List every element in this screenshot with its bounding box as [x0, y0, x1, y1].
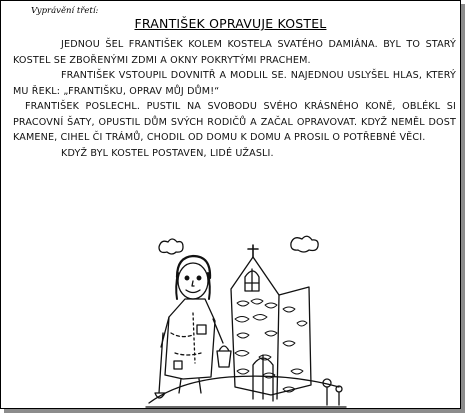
illustration-drawing: [141, 233, 351, 409]
story-paragraph-2: FRANTIŠEK VSTOUPIL DOVNITŘ A MODLIL SE. NAJEDNOU USLYŠEL HLAS, KTERÝ MU ŘEKL: „FRANTIŠKU, OPRAV MŮJ DŮM!“: [13, 70, 456, 97]
person-robe: [165, 299, 215, 379]
story-paragraph-4: KDYŽ BYL KOSTEL POSTAVEN, LIDÉ UŽASLI.: [61, 147, 274, 159]
cloud-right-icon: [291, 236, 318, 252]
story-paragraph-3: FRANTIŠEK POSLECHL. PUSTIL NA SVOBODU SVÉHO KRÁSNÉHO KONĚ, OBLÉKL SI PRACOVNÍ ŠATY, OPUSTIL DŮM SVÝCH RODIČŮ A ZAČAL OPRAVOVAT. KDYŽ NEMĚL DOST KAMENE, CIHEL ČI TRÁMŮ, CHODIL OD DOMU K DOMU A PROSIL O POTŘEBNÉ VĚCI.: [13, 101, 456, 143]
section-label: Vyprávění třetí:: [31, 6, 99, 16]
story-paragraph-1: JEDNOU ŠEL FRANTIŠEK KOLEM KOSTELA SVATÉHO DAMIÁNA. BYL TO STARÝ KOSTEL SE ZBOŘENÝMI ZDMI A OKNY POKRYTÝMI PRACHEM.: [13, 39, 456, 66]
story-text: [13, 37, 456, 161]
shovel-icon: [155, 333, 165, 398]
page-title: FRANTIŠEK OPRAVUJE KOSTEL: [134, 16, 327, 31]
bucket-icon: [217, 346, 231, 367]
cloud-left-icon: [159, 239, 183, 254]
